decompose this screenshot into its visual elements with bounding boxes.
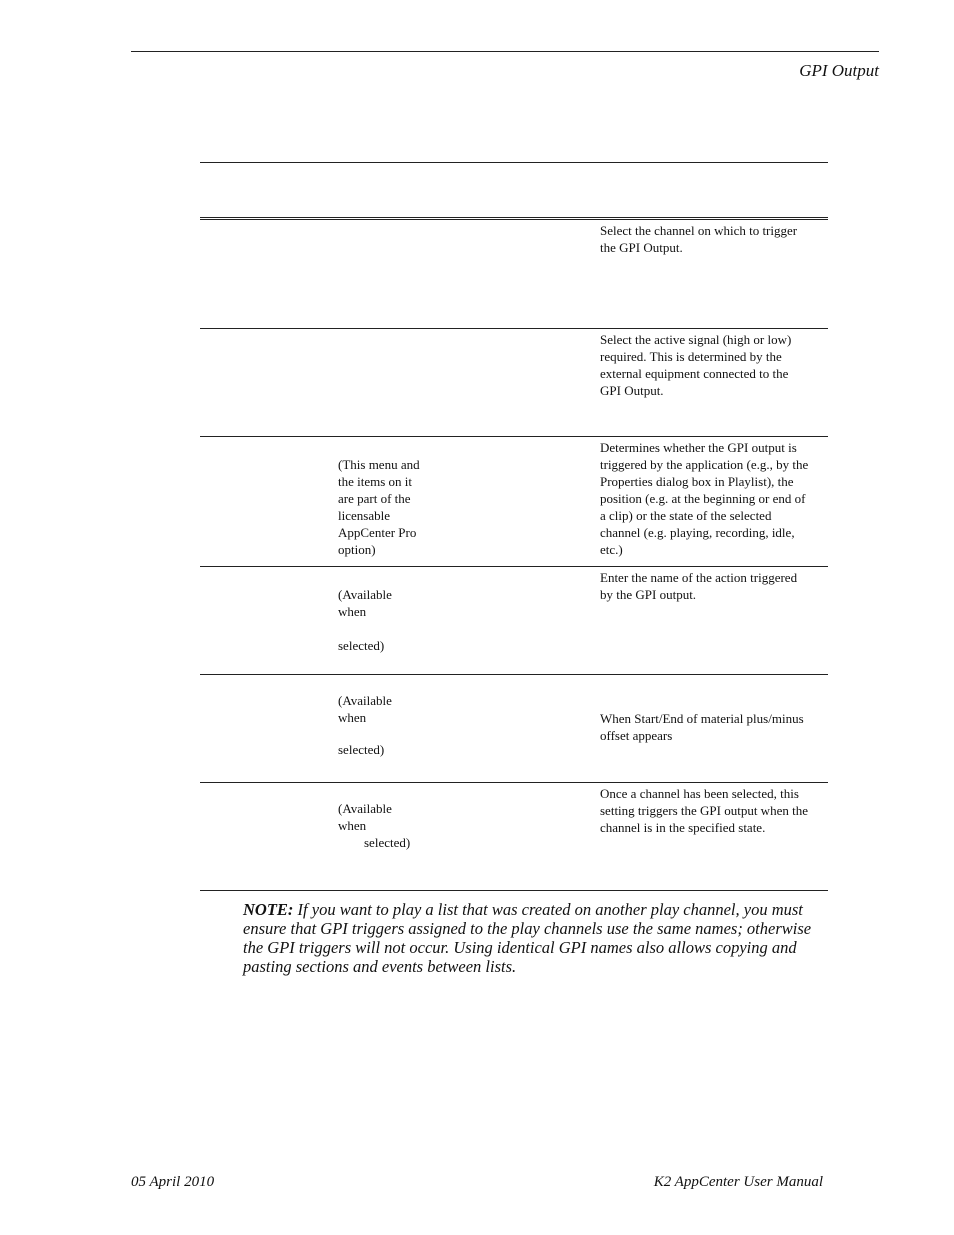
note-text: If you want to play a list that was created on another play channel, you must ensure that GPI triggers assigned to the play channels use the same names; otherwise the GPI triggers will not occur. Using identical GPI names also allows copying and pasting sections and events between lists. bbox=[243, 900, 812, 976]
table-cell-note: (Available when selected) bbox=[338, 693, 392, 757]
note-paragraph bbox=[243, 900, 828, 976]
table-row-state bbox=[200, 783, 828, 891]
table-row-channel bbox=[200, 220, 828, 329]
header-rule bbox=[131, 51, 879, 52]
table-cell-note: (Available when selected) bbox=[338, 801, 411, 850]
table-cell-description: Enter the name of the action triggered by the GPI output. bbox=[600, 570, 798, 602]
table-cell-description: Determines whether the GPI output is triggered by the application (e.g., by the Properties dialog box in Playlist), the position (e.g. at the beginning or end of a clip) or the state of the selected channel (e.g. playing, recording, idle, etc.) bbox=[600, 440, 809, 557]
footer-manual-title: K2 AppCenter User Manual bbox=[653, 1174, 823, 1190]
table-row-active-signal bbox=[200, 329, 828, 437]
table-top-rule bbox=[200, 162, 828, 217]
table-row-position bbox=[200, 675, 828, 783]
table-cell-note: (This menu and the items on it are part of the licensable AppCenter Pro option) bbox=[338, 457, 420, 557]
table-cell-note: (Available when selected) bbox=[338, 587, 392, 653]
gpi-output-table bbox=[200, 162, 828, 891]
table-cell-description: When Start/End of material plus/minus offset appears bbox=[600, 711, 804, 743]
footer-date: 05 April 2010 bbox=[131, 1174, 215, 1190]
page-header-title: GPI Output bbox=[799, 61, 879, 80]
table-cell-description: Select the channel on which to trigger the GPI Output. bbox=[600, 223, 798, 255]
note-label: NOTE: bbox=[243, 900, 294, 919]
table-row-action-name bbox=[200, 567, 828, 675]
table-row-trigger-type bbox=[200, 437, 828, 567]
table-cell-description: Select the active signal (high or low) required. This is determined by the external equipment connected to the GPI Output. bbox=[600, 332, 792, 398]
table-cell-description: Once a channel has been selected, this setting triggers the GPI output when the channel is in the specified state. bbox=[600, 786, 808, 835]
